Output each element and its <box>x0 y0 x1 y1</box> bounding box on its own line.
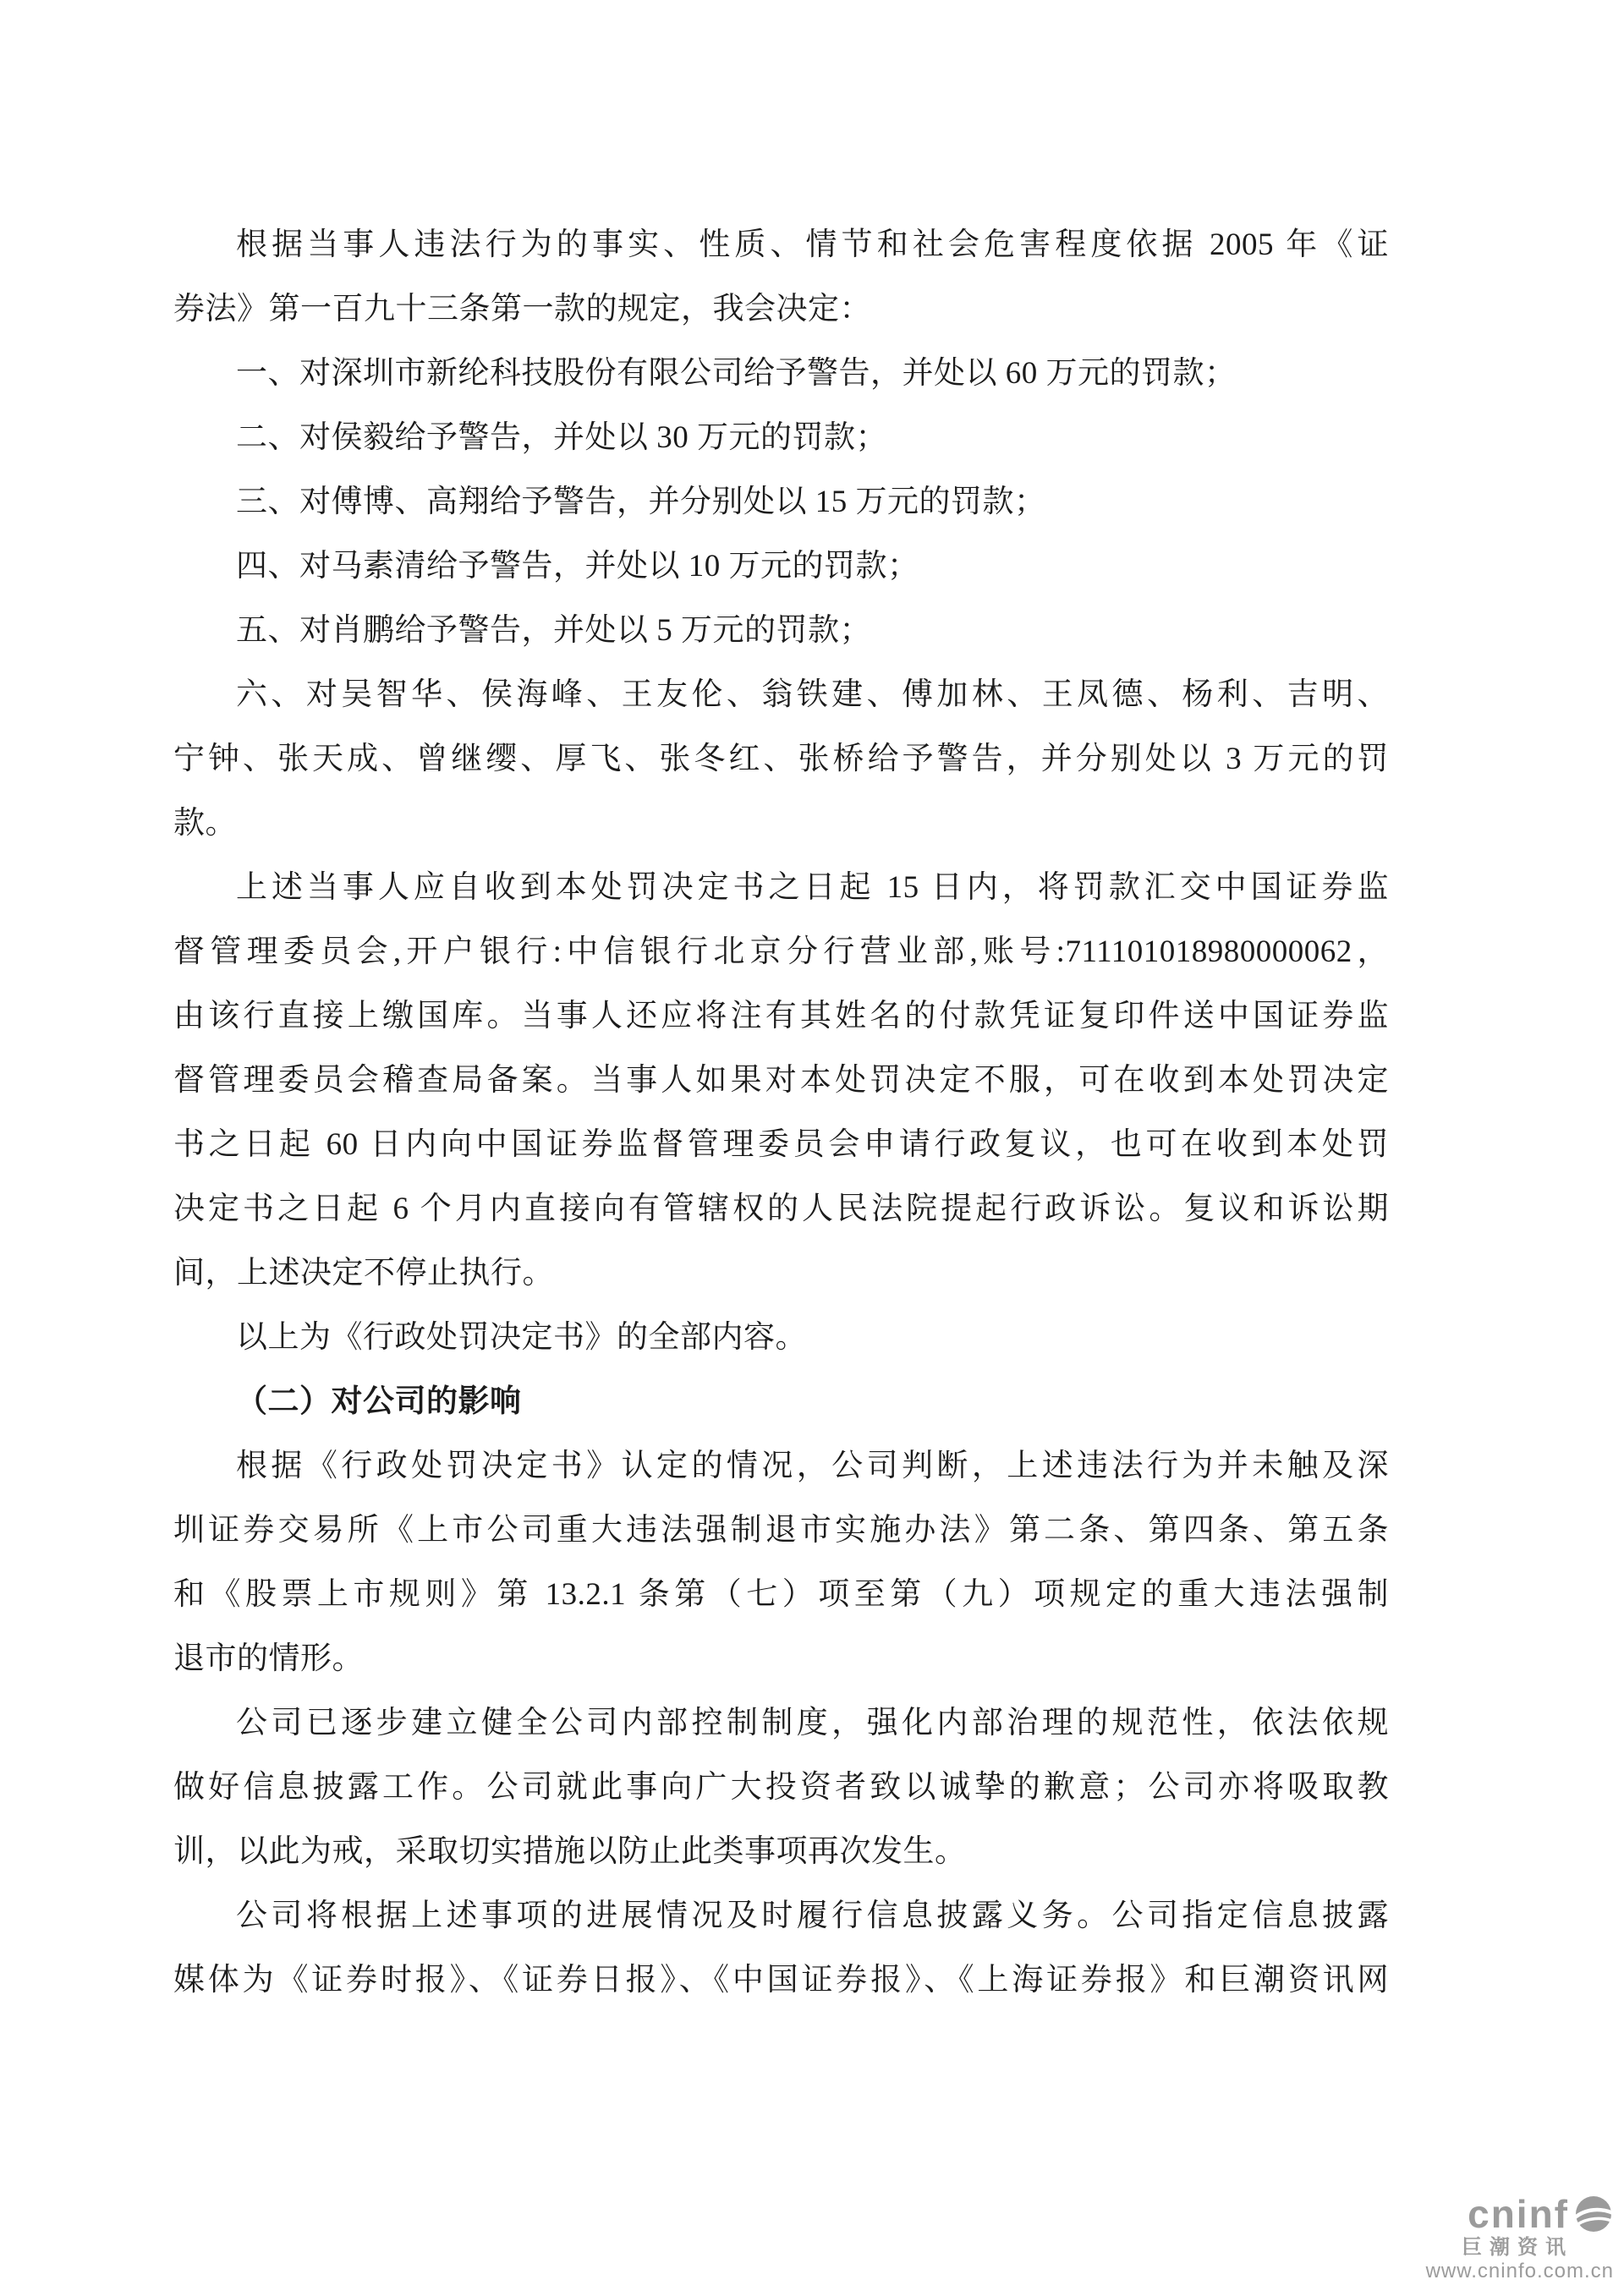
text-line: 督管理委员会,开户银行:中信银行北京分行营业部,账号:711101018980000062， <box>173 934 1389 969</box>
text-line: 训，以此为戒，采取切实措施以防止此类事项再次发生。 <box>173 1834 967 1869</box>
text-line: 由该行直接上缴国库。当事人还应将注有其姓名的付款凭证复印件送中国证券监 <box>173 999 1389 1033</box>
text-line: 三、对傅博、高翔给予警告，并分别处以 15 万元的罚款； <box>236 485 1046 519</box>
text-line: 和《股票上市规则》第 13.2.1 条第（七）项至第（九）项规定的重大违法强制 <box>173 1577 1389 1612</box>
logo-chinese-name: 巨潮资讯 <box>1462 2236 1573 2260</box>
text-line: 根据《行政处罚决定书》认定的情况，公司判断，上述违法行为并未触及深 <box>236 1449 1389 1483</box>
text-line: 书之日起 60 日内向中国证券监督管理委员会申请行政复议，也可在收到本处罚 <box>173 1127 1389 1162</box>
logo-wordmark: cninf <box>1468 2192 1569 2237</box>
text-line: 决定书之日起 6 个月内直接向有管辖权的人民法院提起行政诉讼。复议和诉讼期 <box>173 1192 1389 1226</box>
logo-url: www.cninfo.com.cn <box>1425 2259 1614 2282</box>
text-line: 四、对马素清给予警告，并处以 10 万元的罚款； <box>236 549 919 584</box>
text-line: 间，上述决定不停止执行。 <box>173 1256 554 1290</box>
text-line: 圳证券交易所《上市公司重大违法强制退市实施办法》第二条、第四条、第五条 <box>173 1513 1389 1548</box>
text-line: 根据当事人违法行为的事实、性质、情节和社会危害程度依据 2005 年《证 <box>236 227 1389 262</box>
text-line: 督管理委员会稽查局备案。当事人如果对本处罚决定不服，可在收到本处罚决定 <box>173 1063 1389 1098</box>
text-line: 款。 <box>173 806 237 841</box>
cninfo-logo <box>1426 2194 1614 2282</box>
text-line: 一、对深圳市新纶科技股份有限公司给予警告，并处以 60 万元的罚款； <box>236 356 1237 391</box>
document-body <box>173 213 1389 2013</box>
text-line: 做好信息披露工作。公司就此事向广大投资者致以诚挚的歉意；公司亦将吸取教 <box>173 1770 1389 1805</box>
text-line: 上述当事人应自收到本处罚决定书之日起 15 日内，将罚款汇交中国证券监 <box>236 870 1389 905</box>
text-line: 媒体为《证券时报》、《证券日报》、《中国证券报》、《上海证券报》和巨潮资讯网 <box>173 1963 1389 1997</box>
text-line: 五、对肖鹏给予警告，并处以 5 万元的罚款； <box>236 613 871 648</box>
text-line: 二、对侯毅给予警告，并处以 30 万元的罚款； <box>236 420 887 455</box>
text-line: 宁钟、张天成、曾继缨、厚飞、张冬红、张桥给予警告，并分别处以 3 万元的罚 <box>173 742 1389 776</box>
text-line: 公司已逐步建立健全公司内部控制制度，强化内部治理的规范性，依法依规 <box>236 1706 1389 1740</box>
globe-icon <box>1573 2194 1614 2234</box>
text-line: （二）对公司的影响 <box>236 1384 522 1419</box>
text-line: 以上为《行政处罚决定书》的全部内容。 <box>236 1320 807 1355</box>
text-line: 退市的情形。 <box>173 1641 364 1676</box>
text-line: 公司将根据上述事项的进展情况及时履行信息披露义务。公司指定信息披露 <box>236 1899 1389 1933</box>
text-line: 券法》第一百九十三条第一款的规定，我会决定： <box>173 292 871 326</box>
logo-row <box>1426 2192 1614 2237</box>
text-line: 六、对吴智华、侯海峰、王友伦、翁铁建、傅加林、王凤德、杨利、吉明、 <box>236 677 1389 712</box>
